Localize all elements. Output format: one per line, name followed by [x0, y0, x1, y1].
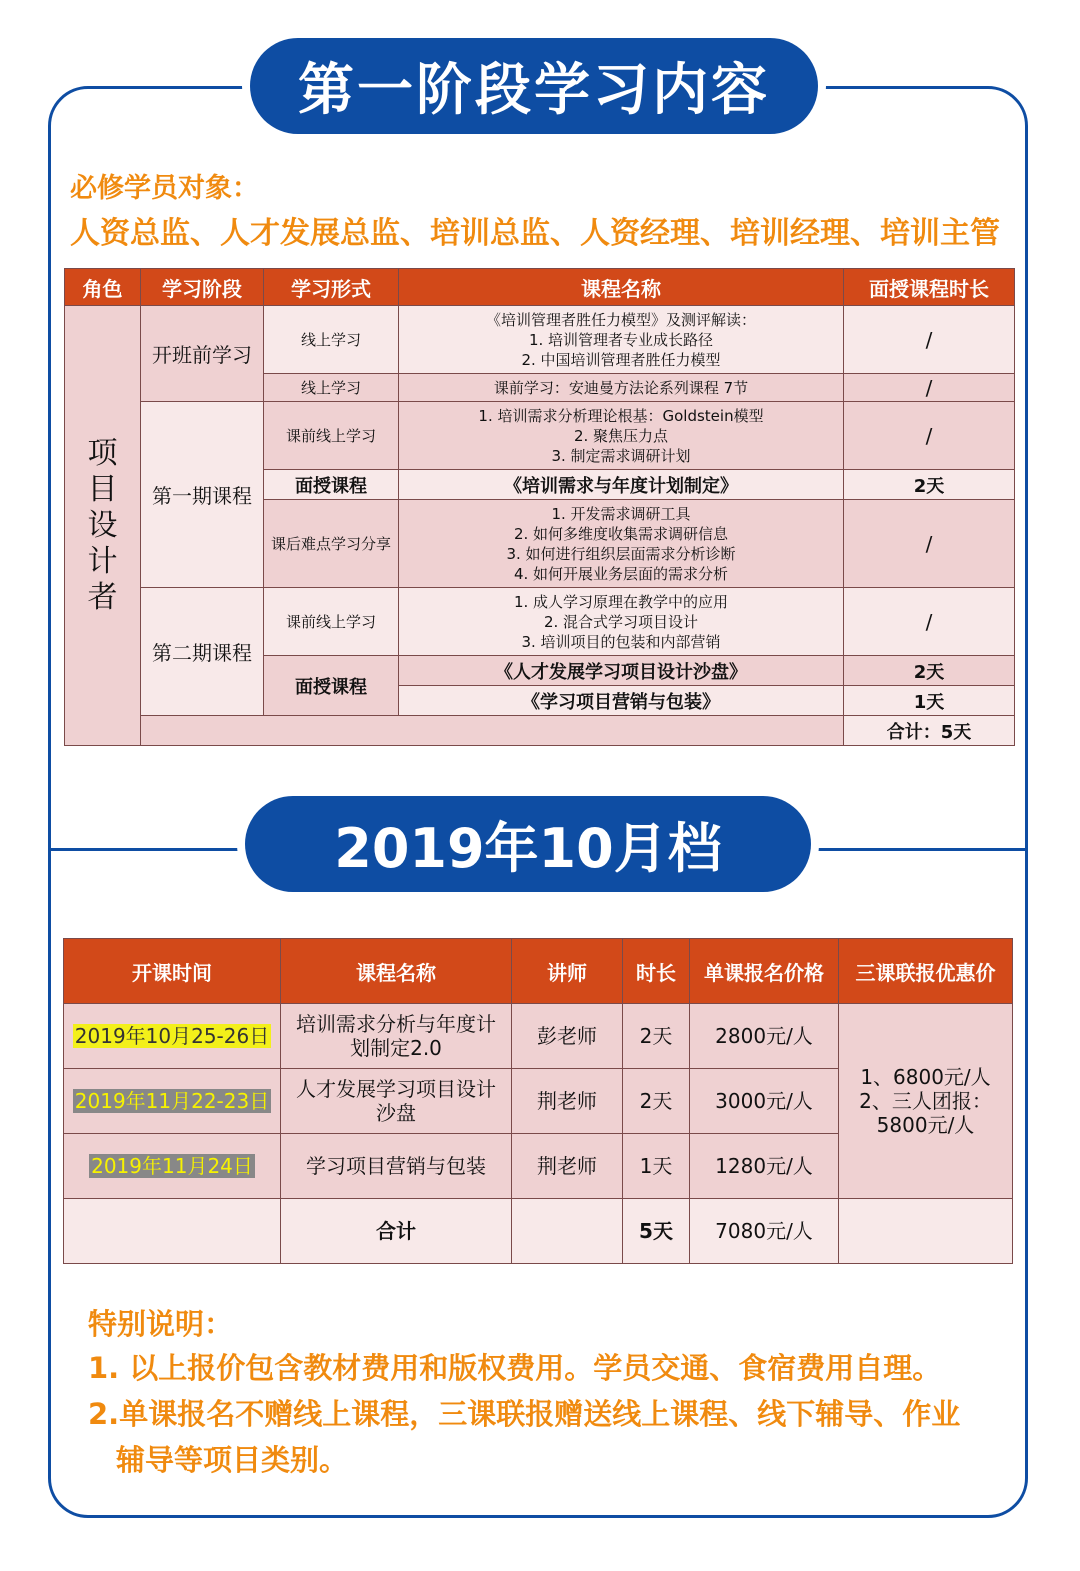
form-cell: 课前线上学习	[264, 402, 399, 470]
note-line-1: 1. 以上报价包含教材费用和版权费用。学员交通、食宿费用自理。	[88, 1351, 942, 1385]
duration-cell: /	[844, 500, 1015, 588]
stage-phase1: 第一期课程	[141, 402, 264, 588]
section2-title: 2019年10月档	[245, 796, 811, 892]
course-cell: 《人才发展学习项目设计沙盘》	[399, 656, 844, 686]
form-cell: 课前线上学习	[264, 588, 399, 656]
table-header-row	[65, 269, 1015, 306]
duration-cell: /	[844, 402, 1015, 470]
form-cell: 面授课程	[264, 470, 399, 500]
header-form: 学习形式	[264, 269, 399, 306]
role-cell: 项 目 设 计 者	[65, 306, 141, 746]
header-duration: 面授课程时长	[844, 269, 1015, 306]
date-cell: 2019年10月25-26日	[64, 1004, 281, 1069]
table-row	[65, 306, 1015, 374]
total-empty-cell	[839, 1199, 1013, 1264]
header-teacher: 讲师	[512, 939, 623, 1004]
course-cell: 1. 开发需求调研工具 2. 如何多维度收集需求调研信息 3. 如何进行组织层面需求分析诊断 4. 如何开展业务层面的需求分析	[399, 500, 844, 588]
form-cell: 线上学习	[264, 306, 399, 374]
form-cell: 课后难点学习分享	[264, 500, 399, 588]
required-label: 必修学员对象：	[70, 173, 259, 204]
header-date: 开课时间	[64, 939, 281, 1004]
duration-cell: 2天	[623, 1004, 690, 1069]
total-label: 合计	[281, 1199, 512, 1264]
stage-pre: 开班前学习	[141, 306, 264, 402]
course-cell: 1. 培训需求分析理论根基：Goldstein模型 2. 聚焦压力点 3. 制定需求调研计划	[399, 402, 844, 470]
teacher-cell: 荆老师	[512, 1069, 623, 1134]
teacher-cell: 彭老师	[512, 1004, 623, 1069]
date-cell: 2019年11月24日	[64, 1134, 281, 1199]
schedule-price-table	[63, 938, 1013, 1264]
total-empty-cell	[141, 716, 844, 746]
price-cell: 2800元/人	[690, 1004, 839, 1069]
header-role: 角色	[65, 269, 141, 306]
course-cell: 1. 成人学习原理在教学中的应用 2. 混合式学习项目设计 3. 培训项目的包装和内部营销	[399, 588, 844, 656]
duration-cell: 2天	[844, 470, 1015, 500]
course-cell: 学习项目营销与包装	[281, 1134, 512, 1199]
required-roles: 人资总监、人才发展总监、培训总监、人资经理、培训经理、培训主管	[70, 216, 1000, 251]
course-cell: 《学习项目营销与包装》	[399, 686, 844, 716]
course-cell: 《培训管理者胜任力模型》及测评解读： 1. 培训管理者专业成长路径 2. 中国培训管理者胜任力模型	[399, 306, 844, 374]
price-cell: 3000元/人	[690, 1069, 839, 1134]
note-line-2-cont: 辅导等项目类别。	[116, 1443, 349, 1477]
total-duration: 5天	[623, 1199, 690, 1264]
duration-cell: /	[844, 306, 1015, 374]
duration-cell: /	[844, 374, 1015, 402]
course-cell: 课前学习：安迪曼方法论系列课程 7节	[399, 374, 844, 402]
table-total-row	[64, 1199, 1013, 1264]
table-row	[65, 402, 1015, 470]
table-total-row	[65, 716, 1015, 746]
header-course: 课程名称	[399, 269, 844, 306]
table-row	[65, 588, 1015, 656]
total-empty-cell	[64, 1199, 281, 1264]
total-empty-cell	[512, 1199, 623, 1264]
form-cell: 线上学习	[264, 374, 399, 402]
discount-cell: 1、6800元/人 2、三人团报： 5800元/人	[839, 1004, 1013, 1199]
note-line-2: 2.单课报名不赠线上课程，三课联报赠送线上课程、线下辅导、作业	[88, 1397, 961, 1431]
header-stage: 学习阶段	[141, 269, 264, 306]
header-course: 课程名称	[281, 939, 512, 1004]
course-cell: 人才发展学习项目设计 沙盘	[281, 1069, 512, 1134]
header-duration: 时长	[623, 939, 690, 1004]
table-row	[64, 1004, 1013, 1069]
table-header-row	[64, 939, 1013, 1004]
stage-phase2: 第二期课程	[141, 588, 264, 716]
duration-cell: 2天	[623, 1069, 690, 1134]
total-cell: 合计：5天	[844, 716, 1015, 746]
notes-title: 特别说明：	[88, 1307, 234, 1341]
date-cell: 2019年11月22-23日	[64, 1069, 281, 1134]
section1-title: 第一阶段学习内容	[250, 38, 818, 134]
header-discount: 三课联报优惠价	[839, 939, 1013, 1004]
duration-cell: 1天	[623, 1134, 690, 1199]
teacher-cell: 荆老师	[512, 1134, 623, 1199]
course-cell: 培训需求分析与年度计 划制定2.0	[281, 1004, 512, 1069]
price-cell: 1280元/人	[690, 1134, 839, 1199]
phase1-course-table	[64, 268, 1015, 746]
header-price: 单课报名价格	[690, 939, 839, 1004]
duration-cell: 1天	[844, 686, 1015, 716]
duration-cell: /	[844, 588, 1015, 656]
course-cell: 《培训需求与年度计划制定》	[399, 470, 844, 500]
total-price: 7080元/人	[690, 1199, 839, 1264]
form-cell: 面授课程	[264, 656, 399, 716]
duration-cell: 2天	[844, 656, 1015, 686]
